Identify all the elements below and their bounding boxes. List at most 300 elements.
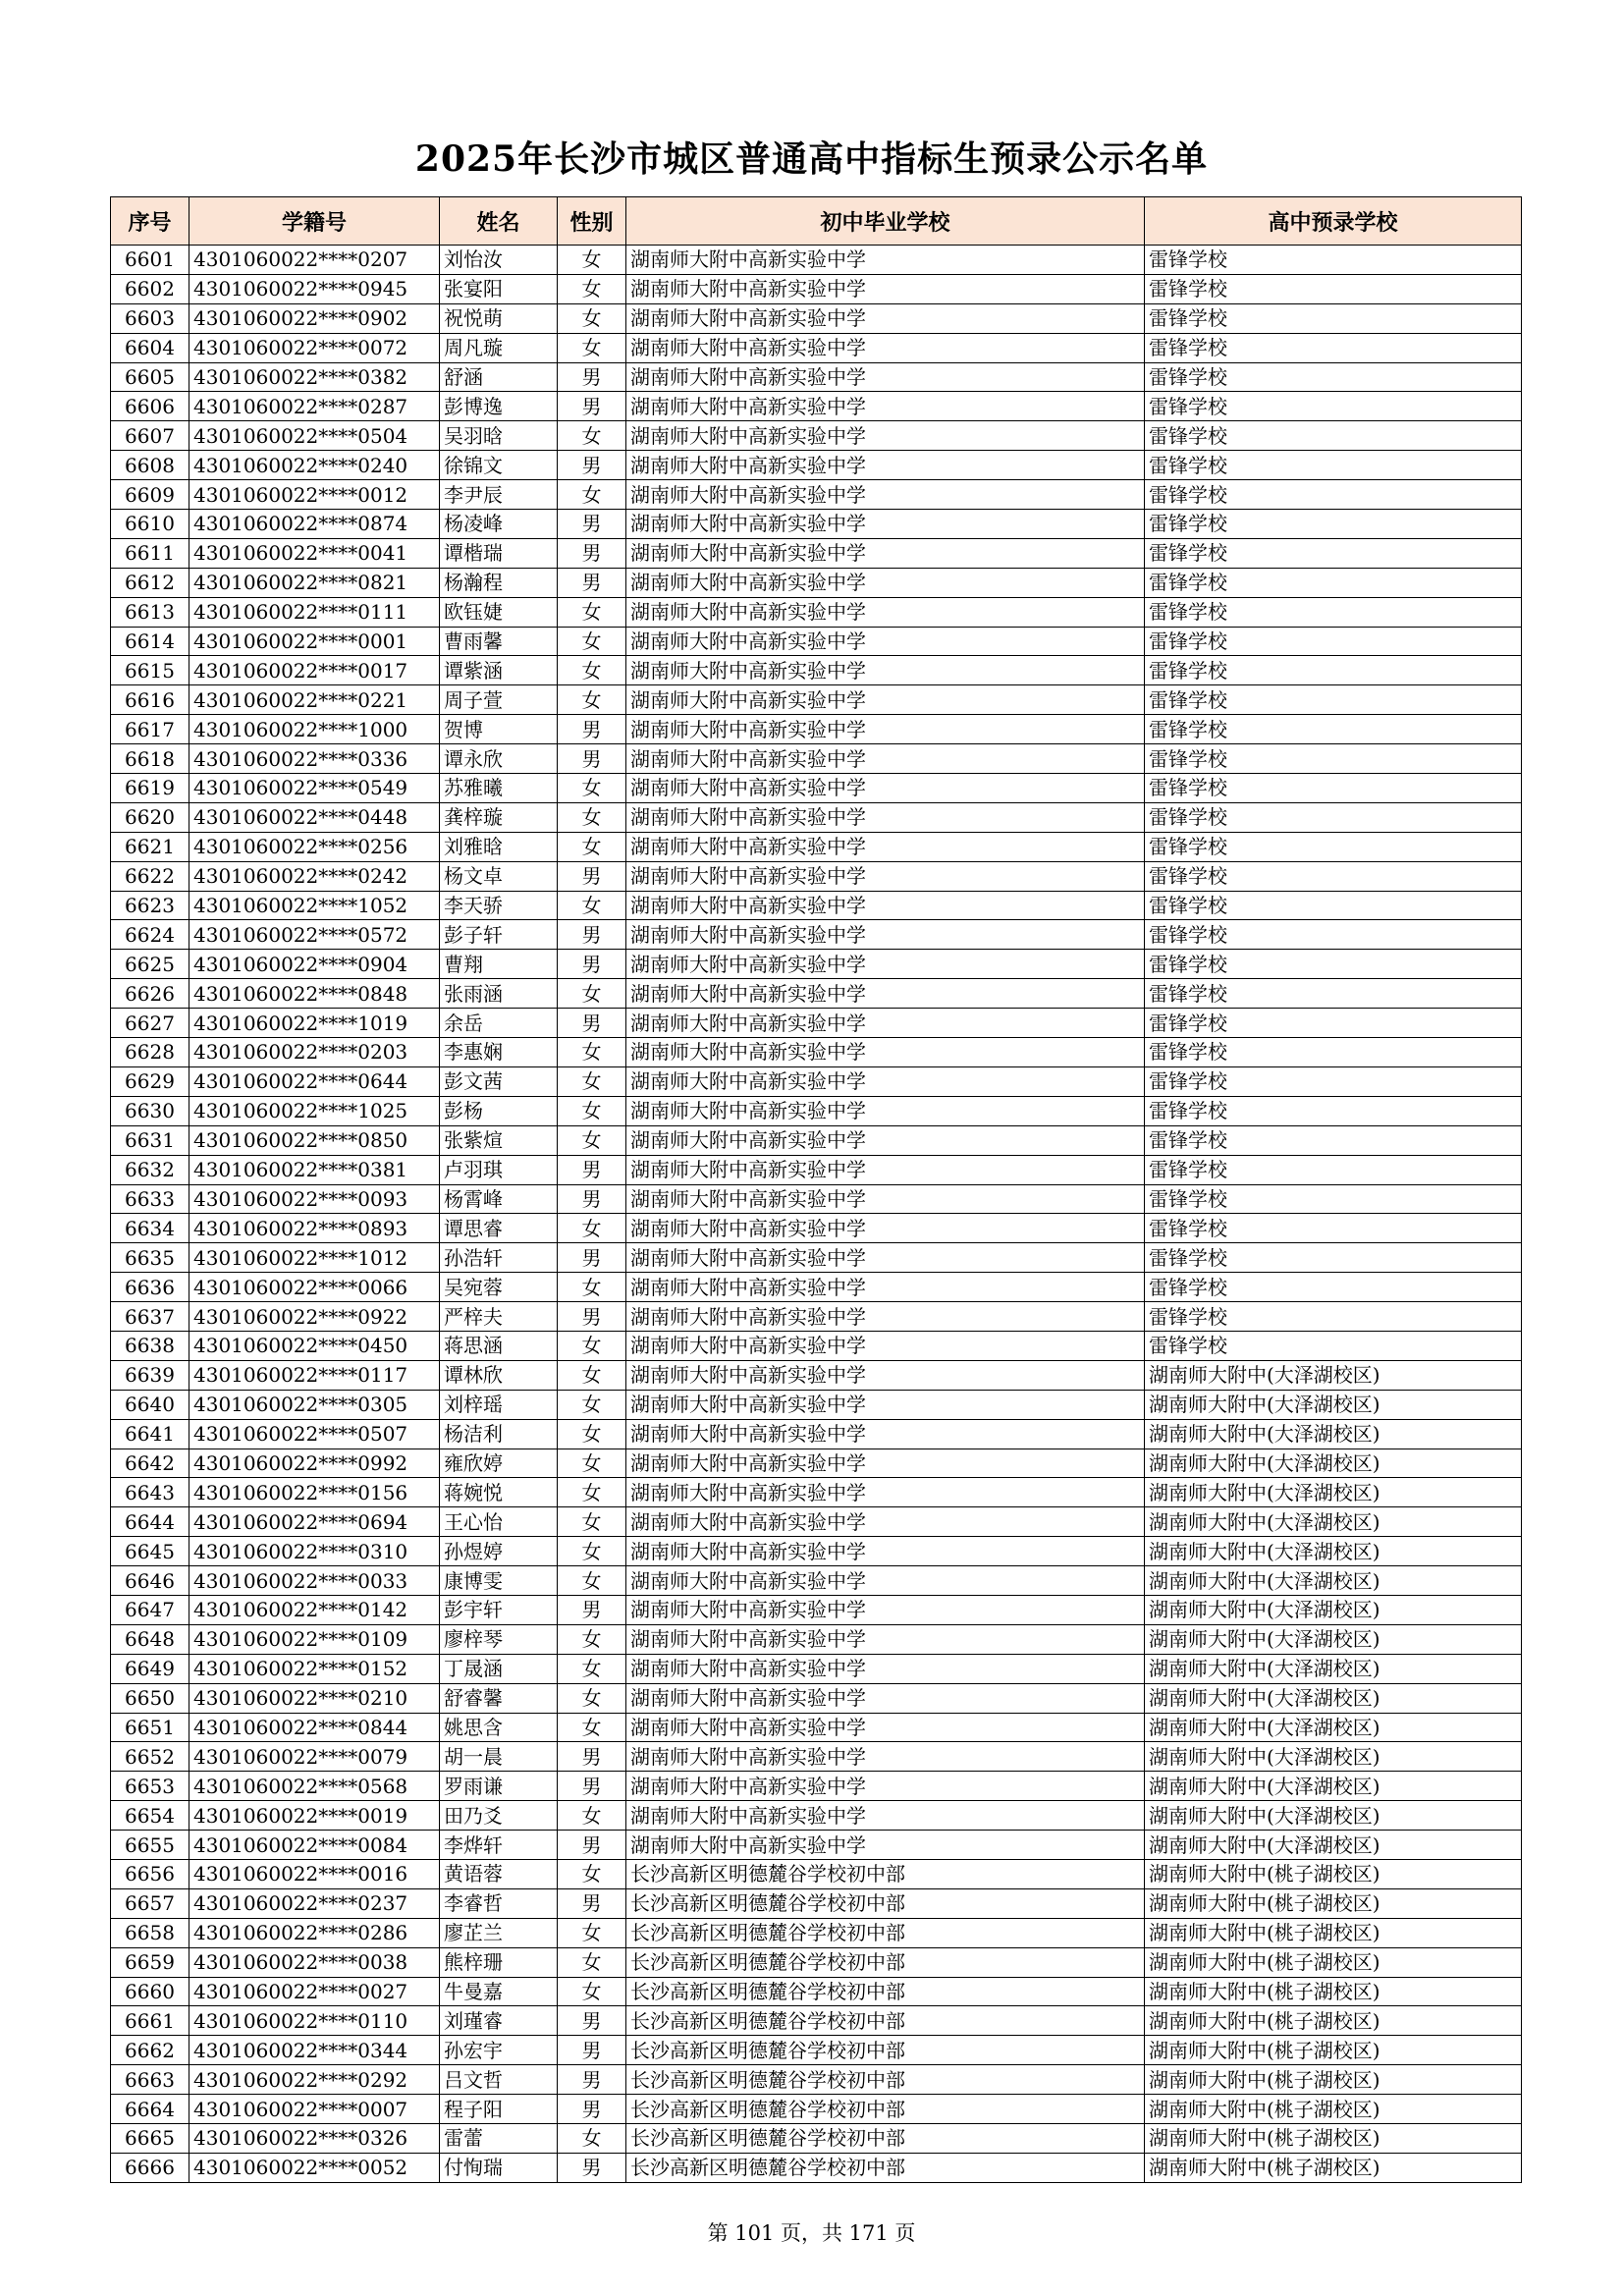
cell-junior-school: 长沙高新区明德麓谷学校初中部 — [626, 1977, 1145, 2006]
cell-student-id: 4301060022****0922 — [189, 1302, 440, 1332]
table-row — [111, 1888, 1522, 1918]
cell-senior-school: 雷锋学校 — [1145, 1009, 1522, 1038]
cell-junior-school: 湖南师大附中高新实验中学 — [626, 774, 1145, 803]
cell-senior-school: 湖南师大附中(大泽湖校区) — [1145, 1772, 1522, 1801]
table-row — [111, 1742, 1522, 1772]
table-row — [111, 246, 1522, 275]
cell-junior-school: 湖南师大附中高新实验中学 — [626, 1038, 1145, 1067]
cell-junior-school: 长沙高新区明德麓谷学校初中部 — [626, 2006, 1145, 2036]
cell-senior-school: 雷锋学校 — [1145, 303, 1522, 333]
cell-senior-school: 湖南师大附中(大泽湖校区) — [1145, 1419, 1522, 1449]
cell-serial-number: 6634 — [111, 1214, 189, 1243]
cell-serial-number: 6611 — [111, 538, 189, 568]
cell-serial-number: 6614 — [111, 627, 189, 656]
cell-junior-school: 湖南师大附中高新实验中学 — [626, 1009, 1145, 1038]
cell-junior-school: 湖南师大附中高新实验中学 — [626, 1096, 1145, 1125]
cell-junior-school: 湖南师大附中高新实验中学 — [626, 1683, 1145, 1713]
cell-serial-number: 6652 — [111, 1742, 189, 1772]
cell-serial-number: 6643 — [111, 1478, 189, 1507]
cell-senior-school: 雷锋学校 — [1145, 362, 1522, 392]
cell-student-id: 4301060022****0448 — [189, 802, 440, 832]
cell-senior-school: 湖南师大附中(大泽湖校区) — [1145, 1831, 1522, 1860]
cell-name: 张紫煊 — [440, 1125, 558, 1155]
cell-junior-school: 长沙高新区明德麓谷学校初中部 — [626, 2153, 1145, 2182]
cell-name: 康博雯 — [440, 1566, 558, 1596]
cell-gender: 女 — [558, 1654, 626, 1683]
cell-student-id: 4301060022****0310 — [189, 1537, 440, 1566]
cell-junior-school: 湖南师大附中高新实验中学 — [626, 568, 1145, 597]
cell-serial-number: 6616 — [111, 685, 189, 715]
cell-junior-school: 湖南师大附中高新实验中学 — [626, 1419, 1145, 1449]
cell-name: 雍欣婷 — [440, 1449, 558, 1478]
cell-senior-school: 湖南师大附中(大泽湖校区) — [1145, 1507, 1522, 1537]
cell-junior-school: 长沙高新区明德麓谷学校初中部 — [626, 1947, 1145, 1977]
cell-junior-school: 湖南师大附中高新实验中学 — [626, 1566, 1145, 1596]
cell-senior-school: 湖南师大附中(大泽湖校区) — [1145, 1566, 1522, 1596]
cell-senior-school: 雷锋学校 — [1145, 392, 1522, 421]
cell-serial-number: 6615 — [111, 656, 189, 685]
cell-serial-number: 6656 — [111, 1859, 189, 1888]
cell-name: 姚思含 — [440, 1713, 558, 1742]
cell-senior-school: 湖南师大附中(桃子湖校区) — [1145, 1888, 1522, 1918]
cell-name: 舒涵 — [440, 362, 558, 392]
cell-serial-number: 6654 — [111, 1801, 189, 1831]
table-row — [111, 451, 1522, 480]
cell-serial-number: 6628 — [111, 1038, 189, 1067]
cell-gender: 男 — [558, 1742, 626, 1772]
cell-senior-school: 湖南师大附中(桃子湖校区) — [1145, 2006, 1522, 2036]
cell-serial-number: 6633 — [111, 1184, 189, 1214]
cell-senior-school: 雷锋学校 — [1145, 802, 1522, 832]
cell-senior-school: 雷锋学校 — [1145, 1331, 1522, 1360]
cell-senior-school: 雷锋学校 — [1145, 538, 1522, 568]
cell-serial-number: 6636 — [111, 1273, 189, 1302]
cell-student-id: 4301060022****0292 — [189, 2065, 440, 2095]
cell-student-id: 4301060022****0203 — [189, 1038, 440, 1067]
cell-senior-school: 湖南师大附中(大泽湖校区) — [1145, 1801, 1522, 1831]
table-row — [111, 1831, 1522, 1860]
cell-serial-number: 6605 — [111, 362, 189, 392]
cell-student-id: 4301060022****0079 — [189, 1742, 440, 1772]
cell-junior-school: 长沙高新区明德麓谷学校初中部 — [626, 1888, 1145, 1918]
cell-serial-number: 6624 — [111, 920, 189, 950]
table-row — [111, 510, 1522, 539]
table-row — [111, 715, 1522, 744]
cell-gender: 男 — [558, 1595, 626, 1624]
cell-senior-school: 湖南师大附中(大泽湖校区) — [1145, 1654, 1522, 1683]
cell-junior-school: 湖南师大附中高新实验中学 — [626, 1801, 1145, 1831]
cell-junior-school: 湖南师大附中高新实验中学 — [626, 802, 1145, 832]
cell-name: 彭杨 — [440, 1096, 558, 1125]
table-row — [111, 1125, 1522, 1155]
cell-senior-school: 湖南师大附中(大泽湖校区) — [1145, 1537, 1522, 1566]
table-row — [111, 2036, 1522, 2065]
cell-serial-number: 6620 — [111, 802, 189, 832]
cell-junior-school: 湖南师大附中高新实验中学 — [626, 480, 1145, 510]
cell-serial-number: 6621 — [111, 832, 189, 861]
cell-junior-school: 湖南师大附中高新实验中学 — [626, 1449, 1145, 1478]
cell-senior-school: 雷锋学校 — [1145, 1066, 1522, 1096]
cell-student-id: 4301060022****0072 — [189, 333, 440, 362]
cell-gender: 女 — [558, 1624, 626, 1654]
cell-serial-number: 6604 — [111, 333, 189, 362]
cell-serial-number: 6666 — [111, 2153, 189, 2182]
cell-junior-school: 湖南师大附中高新实验中学 — [626, 832, 1145, 861]
cell-junior-school: 湖南师大附中高新实验中学 — [626, 1360, 1145, 1390]
cell-senior-school: 雷锋学校 — [1145, 1125, 1522, 1155]
cell-gender: 女 — [558, 1273, 626, 1302]
cell-serial-number: 6609 — [111, 480, 189, 510]
cell-gender: 男 — [558, 1831, 626, 1860]
table-row — [111, 1595, 1522, 1624]
table-row — [111, 362, 1522, 392]
cell-name: 杨洁利 — [440, 1419, 558, 1449]
cell-gender: 女 — [558, 1214, 626, 1243]
admission-roster-table — [110, 196, 1522, 2183]
cell-name: 王心怡 — [440, 1507, 558, 1537]
cell-gender: 女 — [558, 979, 626, 1009]
cell-senior-school: 湖南师大附中(大泽湖校区) — [1145, 1595, 1522, 1624]
cell-student-id: 4301060022****0012 — [189, 480, 440, 510]
cell-senior-school: 雷锋学校 — [1145, 480, 1522, 510]
cell-gender: 女 — [558, 597, 626, 627]
cell-name: 吕文哲 — [440, 2065, 558, 2095]
cell-gender: 男 — [558, 715, 626, 744]
cell-senior-school: 雷锋学校 — [1145, 333, 1522, 362]
cell-gender: 女 — [558, 891, 626, 920]
cell-serial-number: 6647 — [111, 1595, 189, 1624]
cell-student-id: 4301060022****0110 — [189, 2006, 440, 2036]
cell-junior-school: 湖南师大附中高新实验中学 — [626, 510, 1145, 539]
cell-gender: 女 — [558, 832, 626, 861]
cell-name: 李睿哲 — [440, 1888, 558, 1918]
cell-gender: 女 — [558, 656, 626, 685]
cell-gender: 男 — [558, 1184, 626, 1214]
cell-junior-school: 湖南师大附中高新实验中学 — [626, 597, 1145, 627]
cell-gender: 男 — [558, 1243, 626, 1273]
cell-senior-school: 湖南师大附中(桃子湖校区) — [1145, 2124, 1522, 2154]
cell-student-id: 4301060022****0041 — [189, 538, 440, 568]
cell-junior-school: 湖南师大附中高新实验中学 — [626, 656, 1145, 685]
cell-senior-school: 湖南师大附中(桃子湖校区) — [1145, 1977, 1522, 2006]
cell-serial-number: 6642 — [111, 1449, 189, 1478]
cell-serial-number: 6650 — [111, 1683, 189, 1713]
cell-gender: 女 — [558, 685, 626, 715]
cell-serial-number: 6659 — [111, 1947, 189, 1977]
cell-junior-school: 长沙高新区明德麓谷学校初中部 — [626, 2036, 1145, 2065]
cell-junior-school: 湖南师大附中高新实验中学 — [626, 1273, 1145, 1302]
cell-gender: 男 — [558, 1009, 626, 1038]
cell-name: 雷蕾 — [440, 2124, 558, 2154]
cell-gender: 女 — [558, 1125, 626, 1155]
cell-student-id: 4301060022****0945 — [189, 274, 440, 303]
cell-student-id: 4301060022****0142 — [189, 1595, 440, 1624]
cell-serial-number: 6651 — [111, 1713, 189, 1742]
cell-senior-school: 湖南师大附中(大泽湖校区) — [1145, 1360, 1522, 1390]
cell-student-id: 4301060022****0344 — [189, 2036, 440, 2065]
cell-name: 胡一晨 — [440, 1742, 558, 1772]
cell-name: 刘梓瑶 — [440, 1390, 558, 1419]
cell-senior-school: 湖南师大附中(桃子湖校区) — [1145, 2036, 1522, 2065]
cell-junior-school: 长沙高新区明德麓谷学校初中部 — [626, 1918, 1145, 1947]
cell-name: 程子阳 — [440, 2095, 558, 2124]
table-header-row — [111, 197, 1522, 246]
cell-gender: 女 — [558, 1566, 626, 1596]
cell-serial-number: 6629 — [111, 1066, 189, 1096]
cell-serial-number: 6626 — [111, 979, 189, 1009]
cell-gender: 男 — [558, 1302, 626, 1332]
cell-name: 彭子轩 — [440, 920, 558, 950]
table-body — [111, 246, 1522, 2183]
cell-serial-number: 6639 — [111, 1360, 189, 1390]
cell-senior-school: 雷锋学校 — [1145, 656, 1522, 685]
cell-name: 廖芷兰 — [440, 1918, 558, 1947]
table-row — [111, 597, 1522, 627]
cell-name: 田乃爻 — [440, 1801, 558, 1831]
cell-name: 刘瑾睿 — [440, 2006, 558, 2036]
cell-junior-school: 湖南师大附中高新实验中学 — [626, 979, 1145, 1009]
cell-junior-school: 湖南师大附中高新实验中学 — [626, 1184, 1145, 1214]
cell-senior-school: 湖南师大附中(桃子湖校区) — [1145, 1859, 1522, 1888]
cell-name: 刘怡汝 — [440, 246, 558, 275]
cell-name: 彭文茜 — [440, 1066, 558, 1096]
cell-gender: 女 — [558, 1801, 626, 1831]
page-title: 2025年长沙市城区普通高中指标生预录公示名单 — [414, 138, 1209, 180]
cell-junior-school: 湖南师大附中高新实验中学 — [626, 1831, 1145, 1860]
cell-senior-school: 湖南师大附中(大泽湖校区) — [1145, 1478, 1522, 1507]
table-row — [111, 891, 1522, 920]
cell-name: 李烨轩 — [440, 1831, 558, 1860]
cell-student-id: 4301060022****0694 — [189, 1507, 440, 1537]
cell-senior-school: 雷锋学校 — [1145, 421, 1522, 451]
cell-serial-number: 6618 — [111, 744, 189, 774]
page-footer: 第 101 页，共 171 页 — [707, 2221, 916, 2245]
cell-gender: 男 — [558, 920, 626, 950]
cell-name: 蒋思涵 — [440, 1331, 558, 1360]
cell-student-id: 4301060022****0111 — [189, 597, 440, 627]
table-row — [111, 392, 1522, 421]
table-row — [111, 1331, 1522, 1360]
cell-senior-school: 雷锋学校 — [1145, 1155, 1522, 1184]
cell-serial-number: 6660 — [111, 1977, 189, 2006]
cell-junior-school: 湖南师大附中高新实验中学 — [626, 246, 1145, 275]
cell-name: 孙浩轩 — [440, 1243, 558, 1273]
table-row — [111, 1360, 1522, 1390]
cell-gender: 女 — [558, 333, 626, 362]
cell-senior-school: 湖南师大附中(大泽湖校区) — [1145, 1390, 1522, 1419]
table-row — [111, 1537, 1522, 1566]
cell-senior-school: 湖南师大附中(桃子湖校区) — [1145, 2153, 1522, 2182]
cell-name: 祝悦萌 — [440, 303, 558, 333]
cell-serial-number: 6657 — [111, 1888, 189, 1918]
cell-student-id: 4301060022****0084 — [189, 1831, 440, 1860]
cell-senior-school: 雷锋学校 — [1145, 1273, 1522, 1302]
cell-student-id: 4301060022****1025 — [189, 1096, 440, 1125]
cell-gender: 男 — [558, 744, 626, 774]
table-row — [111, 1683, 1522, 1713]
cell-name: 彭博逸 — [440, 392, 558, 421]
cell-junior-school: 湖南师大附中高新实验中学 — [626, 920, 1145, 950]
cell-name: 刘雅晗 — [440, 832, 558, 861]
table-row — [111, 1390, 1522, 1419]
cell-serial-number: 6655 — [111, 1831, 189, 1860]
table-row — [111, 2124, 1522, 2154]
cell-junior-school: 湖南师大附中高新实验中学 — [626, 1595, 1145, 1624]
table-row — [111, 656, 1522, 685]
cell-name: 付恂瑞 — [440, 2153, 558, 2182]
cell-student-id: 4301060022****0093 — [189, 1184, 440, 1214]
cell-senior-school: 雷锋学校 — [1145, 832, 1522, 861]
table-row — [111, 1801, 1522, 1831]
cell-student-id: 4301060022****0117 — [189, 1360, 440, 1390]
table-row — [111, 1713, 1522, 1742]
cell-junior-school: 湖南师大附中高新实验中学 — [626, 1243, 1145, 1273]
cell-serial-number: 6613 — [111, 597, 189, 627]
cell-junior-school: 长沙高新区明德麓谷学校初中部 — [626, 2095, 1145, 2124]
cell-name: 谭林欣 — [440, 1360, 558, 1390]
cell-senior-school: 雷锋学校 — [1145, 744, 1522, 774]
cell-junior-school: 湖南师大附中高新实验中学 — [626, 1624, 1145, 1654]
cell-gender: 女 — [558, 1537, 626, 1566]
cell-senior-school: 湖南师大附中(大泽湖校区) — [1145, 1713, 1522, 1742]
header-student-id: 学籍号 — [189, 197, 440, 246]
cell-name: 苏雅曦 — [440, 774, 558, 803]
cell-serial-number: 6646 — [111, 1566, 189, 1596]
cell-junior-school: 长沙高新区明德麓谷学校初中部 — [626, 1859, 1145, 1888]
cell-junior-school: 湖南师大附中高新实验中学 — [626, 333, 1145, 362]
cell-gender: 男 — [558, 568, 626, 597]
table-row — [111, 774, 1522, 803]
cell-name: 谭永欣 — [440, 744, 558, 774]
cell-student-id: 4301060022****0874 — [189, 510, 440, 539]
table-row — [111, 2153, 1522, 2182]
cell-gender: 女 — [558, 1918, 626, 1947]
table-row — [111, 274, 1522, 303]
cell-student-id: 4301060022****0844 — [189, 1713, 440, 1742]
cell-student-id: 4301060022****0326 — [189, 2124, 440, 2154]
cell-student-id: 4301060022****1052 — [189, 891, 440, 920]
table-row — [111, 1654, 1522, 1683]
cell-student-id: 4301060022****0027 — [189, 1977, 440, 2006]
cell-serial-number: 6640 — [111, 1390, 189, 1419]
table-row — [111, 2006, 1522, 2036]
cell-junior-school: 湖南师大附中高新实验中学 — [626, 715, 1145, 744]
cell-student-id: 4301060022****0033 — [189, 1566, 440, 1596]
cell-senior-school: 雷锋学校 — [1145, 950, 1522, 979]
cell-senior-school: 雷锋学校 — [1145, 1243, 1522, 1273]
cell-junior-school: 湖南师大附中高新实验中学 — [626, 538, 1145, 568]
cell-senior-school: 雷锋学校 — [1145, 451, 1522, 480]
cell-gender: 女 — [558, 627, 626, 656]
cell-name: 廖梓琴 — [440, 1624, 558, 1654]
cell-student-id: 4301060022****0109 — [189, 1624, 440, 1654]
cell-serial-number: 6649 — [111, 1654, 189, 1683]
table-row — [111, 333, 1522, 362]
cell-serial-number: 6623 — [111, 891, 189, 920]
cell-junior-school: 湖南师大附中高新实验中学 — [626, 1478, 1145, 1507]
cell-student-id: 4301060022****0210 — [189, 1683, 440, 1713]
cell-gender: 男 — [558, 1772, 626, 1801]
cell-student-id: 4301060022****0850 — [189, 1125, 440, 1155]
cell-gender: 女 — [558, 2124, 626, 2154]
cell-gender: 女 — [558, 421, 626, 451]
cell-student-id: 4301060022****1019 — [189, 1009, 440, 1038]
cell-junior-school: 湖南师大附中高新实验中学 — [626, 1507, 1145, 1537]
cell-junior-school: 湖南师大附中高新实验中学 — [626, 1390, 1145, 1419]
cell-senior-school: 雷锋学校 — [1145, 715, 1522, 744]
cell-gender: 女 — [558, 1859, 626, 1888]
cell-name: 孙煜婷 — [440, 1537, 558, 1566]
cell-junior-school: 湖南师大附中高新实验中学 — [626, 1331, 1145, 1360]
cell-student-id: 4301060022****0038 — [189, 1947, 440, 1977]
table-row — [111, 1302, 1522, 1332]
cell-name: 罗雨谦 — [440, 1772, 558, 1801]
cell-student-id: 4301060022****0286 — [189, 1918, 440, 1947]
cell-senior-school: 雷锋学校 — [1145, 246, 1522, 275]
cell-junior-school: 湖南师大附中高新实验中学 — [626, 627, 1145, 656]
table-row — [111, 1478, 1522, 1507]
cell-student-id: 4301060022****0644 — [189, 1066, 440, 1096]
cell-student-id: 4301060022****0450 — [189, 1331, 440, 1360]
cell-serial-number: 6612 — [111, 568, 189, 597]
cell-serial-number: 6602 — [111, 274, 189, 303]
cell-serial-number: 6617 — [111, 715, 189, 744]
cell-student-id: 4301060022****0902 — [189, 303, 440, 333]
cell-student-id: 4301060022****0240 — [189, 451, 440, 480]
cell-senior-school: 湖南师大附中(大泽湖校区) — [1145, 1683, 1522, 1713]
table-row — [111, 1947, 1522, 1977]
cell-gender: 女 — [558, 1360, 626, 1390]
cell-gender: 男 — [558, 950, 626, 979]
cell-name: 曹翔 — [440, 950, 558, 979]
cell-student-id: 4301060022****0382 — [189, 362, 440, 392]
cell-serial-number: 6663 — [111, 2065, 189, 2095]
cell-student-id: 4301060022****0504 — [189, 421, 440, 451]
table-row — [111, 1038, 1522, 1067]
cell-serial-number: 6606 — [111, 392, 189, 421]
cell-senior-school: 雷锋学校 — [1145, 627, 1522, 656]
cell-student-id: 4301060022****0572 — [189, 920, 440, 950]
cell-student-id: 4301060022****1012 — [189, 1243, 440, 1273]
cell-gender: 女 — [558, 274, 626, 303]
cell-gender: 男 — [558, 510, 626, 539]
cell-junior-school: 湖南师大附中高新实验中学 — [626, 1772, 1145, 1801]
cell-senior-school: 湖南师大附中(大泽湖校区) — [1145, 1624, 1522, 1654]
cell-gender: 女 — [558, 1947, 626, 1977]
cell-name: 曹雨馨 — [440, 627, 558, 656]
cell-serial-number: 6653 — [111, 1772, 189, 1801]
cell-gender: 女 — [558, 1066, 626, 1096]
cell-senior-school: 雷锋学校 — [1145, 685, 1522, 715]
cell-name: 谭思睿 — [440, 1214, 558, 1243]
cell-junior-school: 湖南师大附中高新实验中学 — [626, 1302, 1145, 1332]
cell-junior-school: 湖南师大附中高新实验中学 — [626, 1155, 1145, 1184]
cell-junior-school: 湖南师大附中高新实验中学 — [626, 274, 1145, 303]
cell-student-id: 4301060022****0221 — [189, 685, 440, 715]
cell-junior-school: 湖南师大附中高新实验中学 — [626, 451, 1145, 480]
cell-gender: 女 — [558, 1096, 626, 1125]
cell-name: 黄语蓉 — [440, 1859, 558, 1888]
cell-junior-school: 长沙高新区明德麓谷学校初中部 — [626, 2124, 1145, 2154]
cell-gender: 女 — [558, 1713, 626, 1742]
cell-gender: 男 — [558, 2095, 626, 2124]
cell-gender: 男 — [558, 538, 626, 568]
cell-name: 李天骄 — [440, 891, 558, 920]
cell-student-id: 4301060022****0256 — [189, 832, 440, 861]
cell-junior-school: 湖南师大附中高新实验中学 — [626, 891, 1145, 920]
table-row — [111, 1772, 1522, 1801]
cell-senior-school: 雷锋学校 — [1145, 568, 1522, 597]
